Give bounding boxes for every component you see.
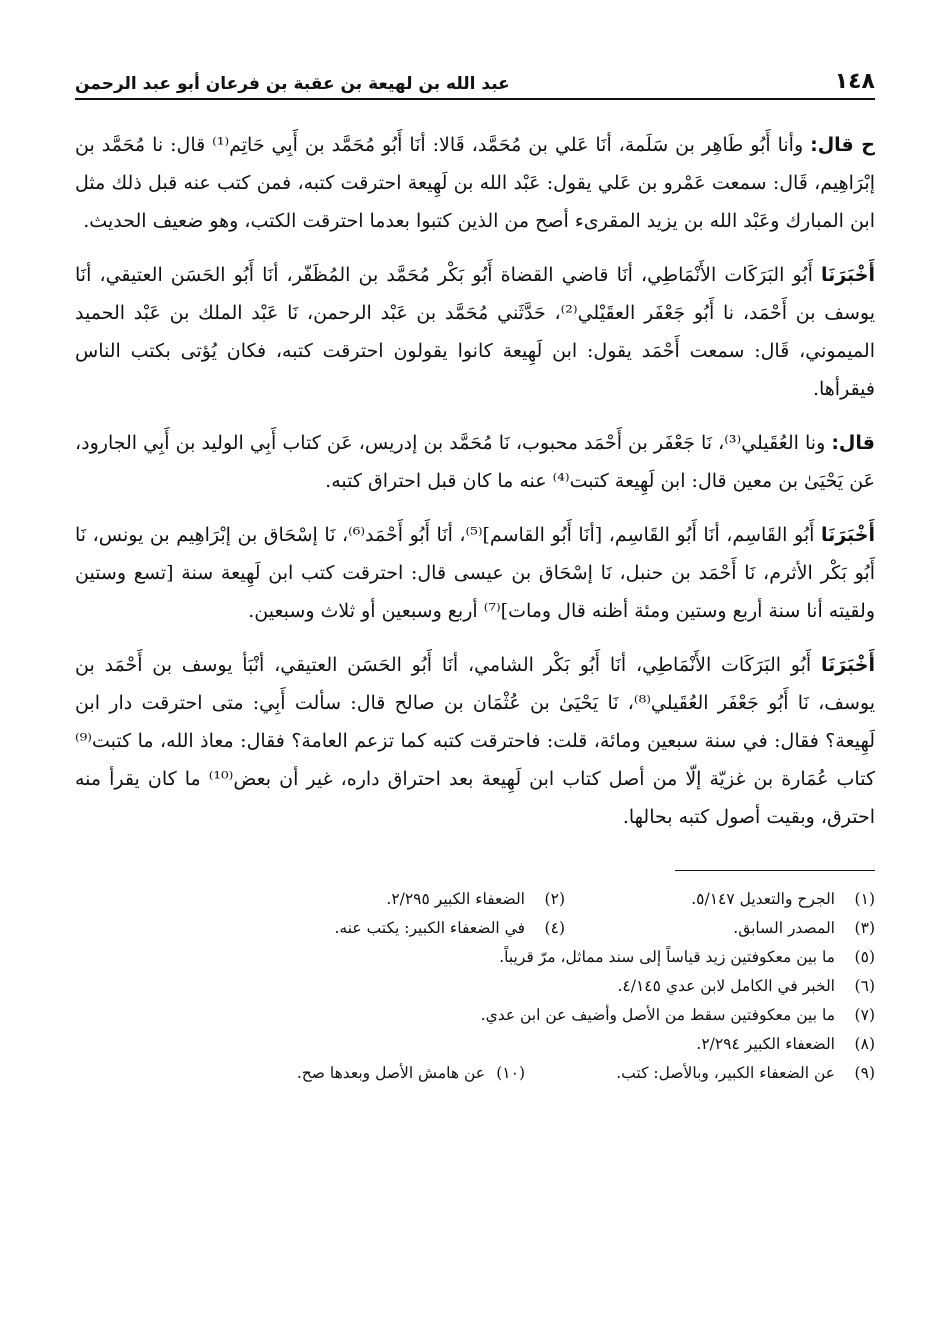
footnote-text: عن الضعفاء الكبير، وبالأصل: كتب. <box>616 1064 835 1082</box>
paragraph <box>75 646 875 836</box>
footnote-text: ما بين معكوفتين سقط من الأصل وأضيف عن ابن عدي. <box>480 1006 835 1024</box>
footnote-text: المصدر السابق. <box>733 919 835 937</box>
footnote-text: الجرح والتعديل ٥/١٤٧. <box>691 890 835 908</box>
paragraph-lead: قال: <box>831 432 875 454</box>
footnote <box>297 1059 525 1088</box>
footnote-row <box>75 1059 875 1088</box>
paragraph-text: ونا العُقَيلي⁽³⁾، نَا جَعْفَر بن أَحْمَد محبوب، نَا مُحَمَّد بن إدريس، عَن كتاب أَبِي الوليد بن أَبِي الجارود، عَن يَحْيَىٰ بن معين قال: ابن لَهِيعة كتبت⁽⁴⁾ عنه ما كان قبل احتراق كتبه. <box>75 432 875 492</box>
paragraph-lead: ح قال: <box>810 134 875 156</box>
paragraph <box>75 516 875 630</box>
footnote <box>335 914 566 943</box>
footnote-row <box>75 885 875 914</box>
footnote-number: (١) <box>854 890 875 908</box>
footnote-text: الضعفاء الكبير ٢/٢٩٤. <box>696 1035 835 1053</box>
footnote-number: (٧) <box>854 1006 875 1024</box>
paragraph <box>75 424 875 500</box>
footnote-number: (٩) <box>854 1064 875 1082</box>
footnote <box>75 1001 875 1030</box>
page-number: ١٤٨ <box>834 69 875 94</box>
paragraph-lead: أَخْبَرَنَا <box>820 264 875 286</box>
footnote-number: (١٠) <box>496 1064 525 1082</box>
footnote-text: في الضعفاء الكبير: يكتب عنه. <box>334 919 525 937</box>
footnote-number: (٦) <box>854 977 875 995</box>
page-header <box>75 58 875 100</box>
footnote-divider <box>675 870 875 871</box>
footnote-number: (٣) <box>854 919 875 937</box>
footnote-number: (٨) <box>854 1035 875 1053</box>
paragraph-text: وأنا أَبُو طَاهِر بن سَلَمة، أنَا عَلي بن مُحَمَّد، قَالا: أنَا أَبُو مُحَمَّد بن أَبِي حَاتِم⁽¹⁾ قال: نا مُحَمَّد بن إبْرَاهِيم، قَال: سمعت عَمْرو بن عَلي يقول: عَبْد الله بن لَهِيعة احترقت كتبه، فمن كتب عنه قبل ذلك مثل ابن المبارك وعَبْد الله بن يزيد المقرىء أصح من الذين كتبوا بعدما احترقت الكتب، وهو ضعيف الحديث. <box>75 134 875 232</box>
footnote <box>75 972 875 1001</box>
footnotes <box>75 885 875 1088</box>
paragraph-lead: أَخْبَرَنَا <box>820 654 875 676</box>
paragraph <box>75 126 875 240</box>
footnote <box>565 885 875 914</box>
footnote <box>525 1059 875 1088</box>
main-text <box>75 126 875 836</box>
paragraph-text: أَبُو القَاسِم، أنَا أَبُو القَاسِم، [أنَا أَبُو القاسم]⁽⁵⁾، أنَا أَبُو أَحْمَد⁽⁶⁾، نَا إسْحَاق بن إبْرَاهِيم بن يونس، نَا أَبُو بَكْر الأثرم، نَا أَحْمَد بن حنبل، نَا إسْحَاق بن عيسى قال: احترقت كتب ابن لَهِيعة سنة [تسع وستين ولقيته أنا سنة أربع وستين ومئة أظنه قال ومات]⁽⁷⁾ أربع وسبعين أو ثلاث وسبعين. <box>75 524 875 622</box>
footnote-number: (٥) <box>854 948 875 966</box>
footnote <box>75 943 875 972</box>
footnote-number: (٢) <box>544 890 565 908</box>
paragraph-text: أَبُو البَرَكَات الأَنْمَاطِي، أنَا قاضي القضاة أَبُو بَكْر مُحَمَّد بن المُظَفّر، أنَا أَبُو الحَسَن العتيقي، أنَا يوسف بن أَحْمَد، نا أَبُو جَعْفَر العقَيْلي⁽²⁾، حَدَّثَني مُحَمَّد بن عَبْد الرحمن، نَا عَبْد الملك بن عَبْد الحميد الميموني، قَال: سمعت أَحْمَد يقول: ابن لَهِيعة كانوا يقولون احترقت كتبه، فكان يُؤتى بكتب الناس فيقرأها. <box>75 264 875 400</box>
paragraph <box>75 256 875 408</box>
footnote-text: الضعفاء الكبير ٢/٢٩٥. <box>386 890 525 908</box>
footnote-text: الخبر في الكامل لابن عدي ٤/١٤٥. <box>617 977 835 995</box>
book-page <box>75 58 875 1278</box>
paragraph-lead: أَخْبَرَنَا <box>820 524 875 546</box>
footnote <box>75 1030 875 1059</box>
running-title: عبد الله بن لهيعة بن عقبة بن فرعان أبو عبد الرحمن <box>75 74 510 94</box>
footnote-text: ما بين معكوفتين زيد قياساً إلى سند مماثل، مرّ قريباً. <box>499 948 835 966</box>
footnote <box>565 914 875 943</box>
footnote-text: عن هامش الأصل وبعدها صح. <box>296 1064 485 1082</box>
paragraph-text: أَبُو البَرَكَات الأَنْمَاطِي، أنَا أَبُو بَكْر الشامي، أنَا أَبُو الحَسَن العتيقي، أنْبَأ يوسف بن أَحْمَد بن يوسف، نَا أَبُو جَعْفَر العُقَيلي⁽⁸⁾، نَا يَحْيَىٰ بن عُثْمَان بن صالح قال: سألت أَبِي: متى احترقت دار ابن لَهِيعة؟ فقال: في سنة سبعين ومائة، قلت: فاحترقت كتبه كما تزعم العامة؟ فقال: معاذ الله، ما كتبت⁽⁹⁾ كتاب عُمَارة بن غزيّة إلّا من أصل كتاب ابن لَهِيعة بعد احتراق داره، غير أن بعض⁽¹⁰⁾ ما كان يقرأ منه احترق، وبقيت أصول كتبه بحالها. <box>75 654 875 828</box>
footnote <box>386 885 565 914</box>
footnote-row <box>75 914 875 943</box>
footnote-number: (٤) <box>544 919 565 937</box>
